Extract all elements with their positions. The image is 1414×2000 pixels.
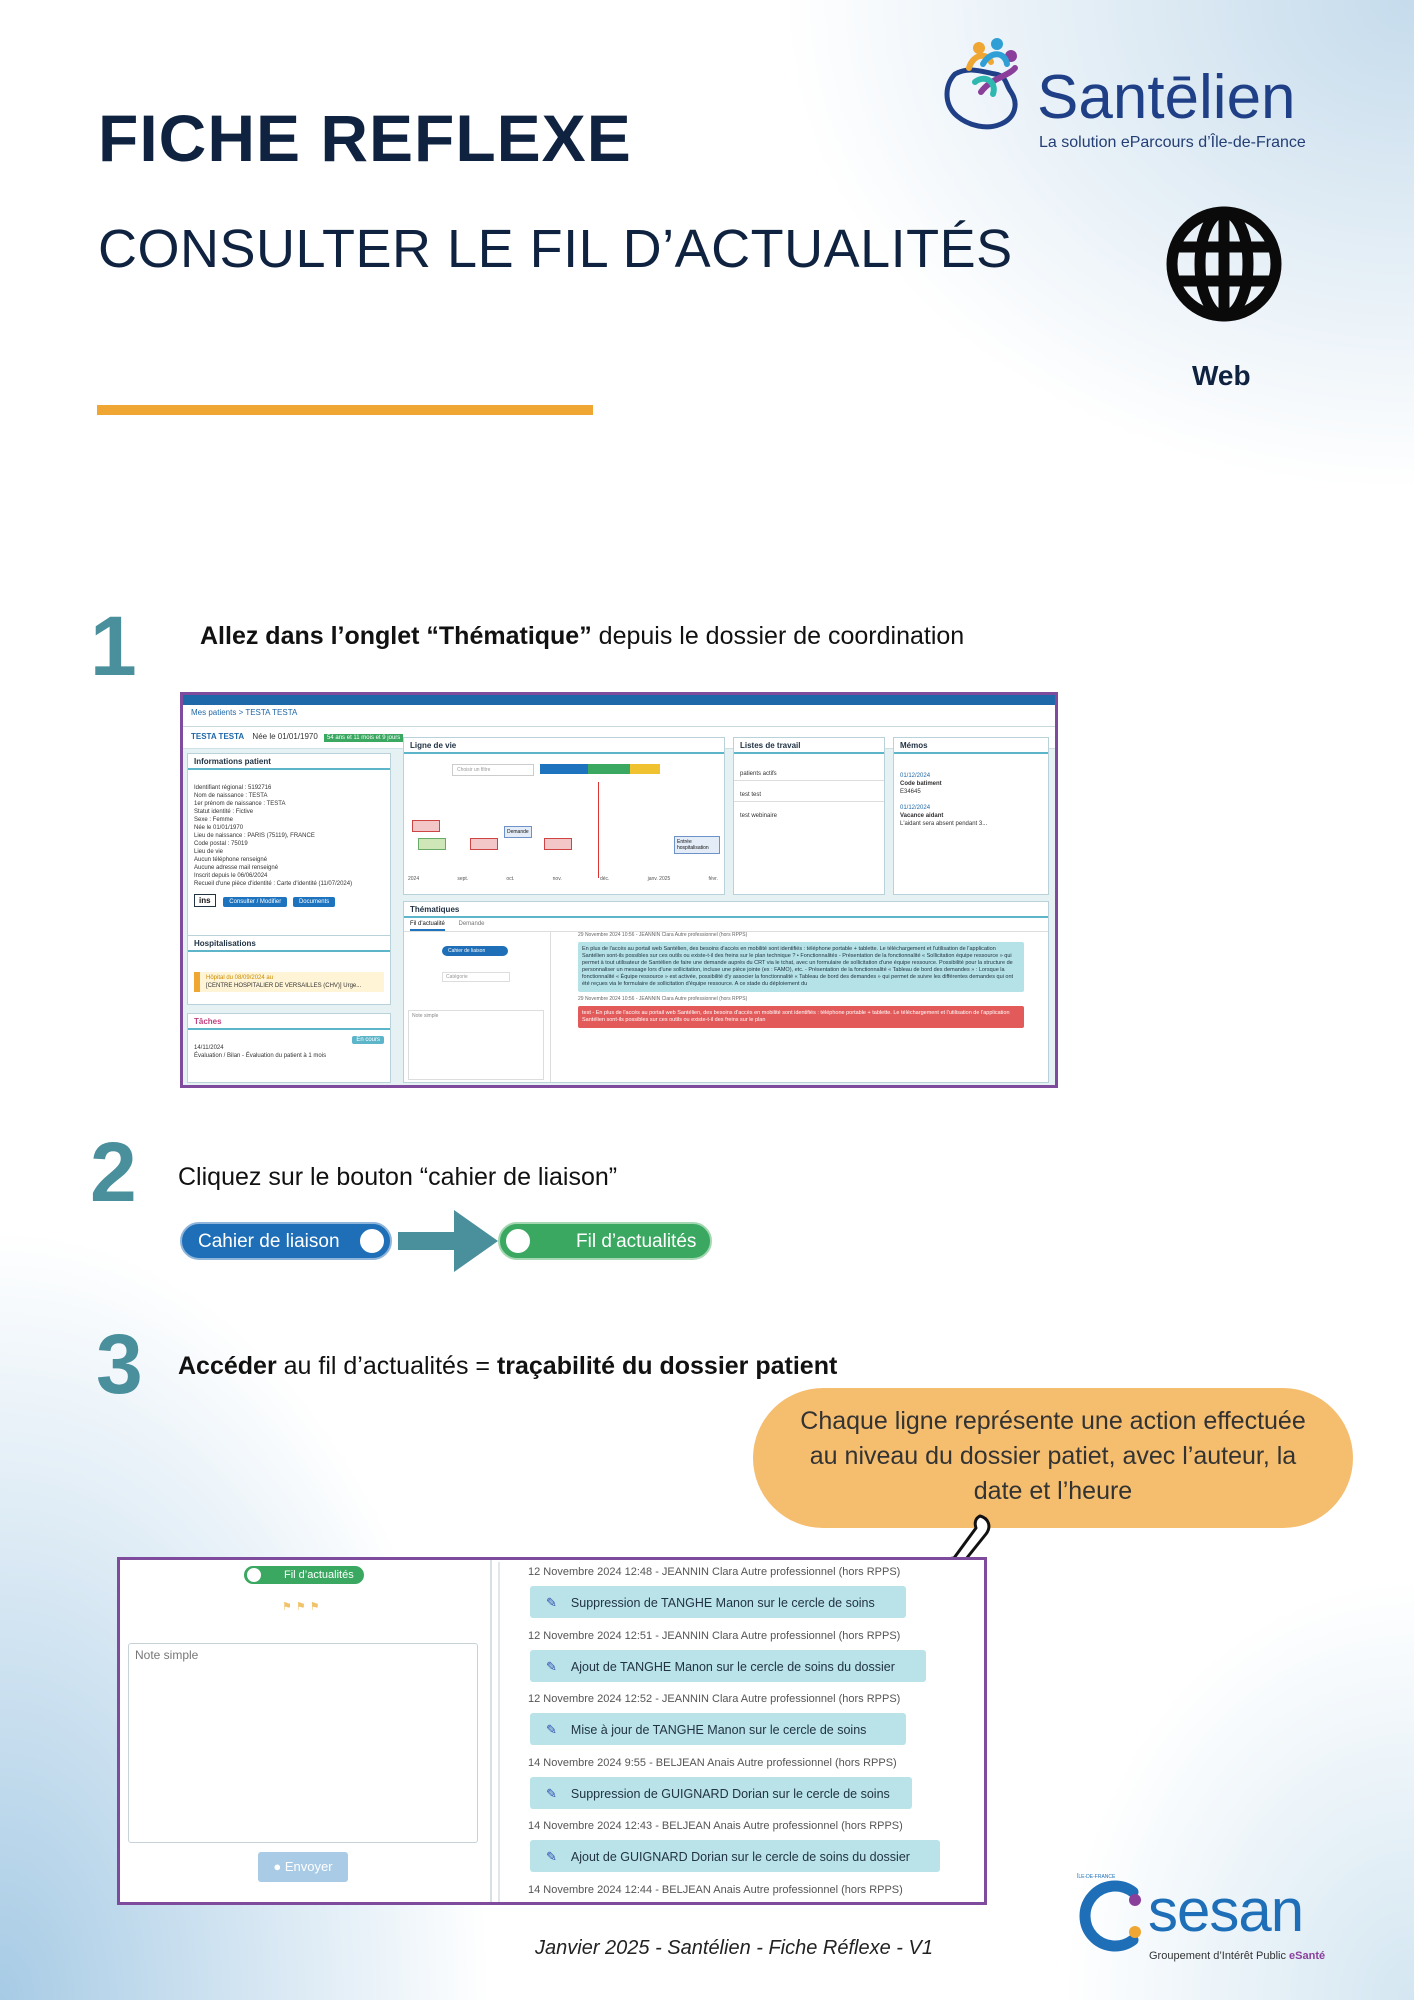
timeline-month: nov. xyxy=(552,876,562,882)
sesan-logo xyxy=(1073,1874,1333,1968)
pin-icon: ✎ xyxy=(546,1659,557,1674)
panel-title-hosp: Hospitalisations xyxy=(188,936,390,952)
step-1-bold: Allez dans l’onglet “Thématique” xyxy=(200,622,592,650)
timeline-event[interactable] xyxy=(470,838,498,850)
panel-title-memos: Mémos xyxy=(894,738,1048,754)
feed-text: Suppression de TANGHE Manon sur le cercle de soins xyxy=(570,1596,875,1610)
santelien-logo xyxy=(935,34,1345,164)
step-3-text xyxy=(178,1352,837,1381)
info-line: Aucune adresse mail renseigné xyxy=(194,865,279,871)
feed-text: Ajout de GUIGNARD Dorian sur le cercle de soins du dossier xyxy=(570,1850,910,1864)
timeline-event[interactable] xyxy=(418,838,446,850)
partner-tag-start: Groupement d’Intérêt Public xyxy=(1149,1950,1290,1962)
feed-meta: 29 Novembre 2024 10:56 - JEANNIN Clara Autre professionnel (hors RPPS) xyxy=(578,996,748,1002)
thematics-left xyxy=(404,932,551,1082)
bubble-line: date et l’heure xyxy=(973,1477,1133,1505)
thematics-tabs xyxy=(404,918,1048,932)
footer-text: Janvier 2025 - Santélien - Fiche Réflexe - V1 xyxy=(535,1937,933,1959)
feed-text: Ajout de TANGHE Manon sur le cercle de soins du dossier xyxy=(570,1660,895,1674)
info-line: Lieu de naissance : PARIS (75119), FRANCE xyxy=(194,833,315,839)
timeline-panel xyxy=(403,737,725,895)
patient-name[interactable]: TESTA TESTA xyxy=(191,732,245,741)
explanation-bubble xyxy=(753,1388,1353,1528)
info-line: Lieu de vie xyxy=(194,849,224,855)
send-button[interactable] xyxy=(258,1852,348,1882)
send-icon: ● xyxy=(273,1859,285,1874)
partner-tagline xyxy=(1149,1950,1325,1962)
memo-title: Vacance aidant xyxy=(900,813,944,819)
worklist-item[interactable]: test test xyxy=(734,789,884,802)
timeline-event[interactable] xyxy=(412,820,440,832)
panel-title-worklists: Listes de travail xyxy=(734,738,884,754)
note-input[interactable]: Note simple xyxy=(408,1010,544,1080)
page-subtitle: CONSULTER LE FIL D’ACTUALITÉS xyxy=(98,219,1013,279)
feed-meta: 29 Novembre 2024 10:56 - JEANNIN Clara Autre professionnel (hors RPPS) xyxy=(578,932,748,938)
memo-title: Code batiment xyxy=(900,781,942,787)
task-item[interactable] xyxy=(188,1042,390,1062)
news-feed xyxy=(554,932,1044,1082)
toggle-label: Fil d’actualités xyxy=(576,1231,697,1252)
title-divider xyxy=(97,405,593,415)
memo-date: 01/12/2024 xyxy=(900,773,931,779)
timeline-month: sept. xyxy=(457,876,469,882)
memos-panel xyxy=(893,737,1049,895)
worklist-item[interactable]: patients actifs xyxy=(734,768,884,781)
timeline-month: févr. xyxy=(708,876,718,882)
info-line: Sexe : Femme xyxy=(194,817,234,823)
feed-item[interactable] xyxy=(530,1713,906,1745)
timeline-month: déc. xyxy=(599,876,610,882)
step-2-text: Cliquez sur le bouton “cahier de liaison” xyxy=(178,1163,618,1191)
patient-born: Née le 01/01/1970 xyxy=(252,732,318,741)
toggle-knob xyxy=(247,1568,261,1582)
memo-text: L'aidant sera absent pendant 3... xyxy=(900,821,988,827)
note-input[interactable]: Note simple xyxy=(128,1643,478,1843)
step-3-mid: au fil d’actualités = xyxy=(276,1352,497,1380)
hosp-place: [CENTRE HOSPITALIER DE VERSAILLES (CHV)] Urge... xyxy=(206,983,362,989)
timeline-month: janv. 2025 xyxy=(647,876,671,882)
step-3-bold-2: traçabilité du dossier patient xyxy=(496,1352,838,1380)
pin-icon: ✎ xyxy=(546,1595,557,1610)
memo-text: E34645 xyxy=(900,789,921,795)
feed-message[interactable]: test - En plus de l'accès au portail web Santélien, des besoins d'accès en mobilité sont identifiés : téléphone portable + tablette. Le téléchargement et l'utilisation de l'application Santélien sont-ils possibles sur ces outils ou existe-t-il des freins sur le plan xyxy=(578,1006,1024,1028)
hosp-dates: Hôpital du 08/09/2024 au xyxy=(206,975,274,981)
arrow-right-icon xyxy=(398,1210,498,1272)
fil-actualites-toggle[interactable] xyxy=(498,1222,712,1260)
timeline-event-hospit[interactable]: Entrée hospitalisation xyxy=(674,836,720,854)
timeline-event-demande[interactable]: Demande xyxy=(504,826,532,838)
ins-logo: ins xyxy=(194,894,216,907)
partner-badge: ÎLE-DE-FRANCE xyxy=(1077,1874,1116,1880)
feed-meta: 14 Novembre 2024 12:44 - BELJEAN Anais Autre professionnel (hors RPPS) xyxy=(528,1884,903,1896)
step-3-bold: Accéder xyxy=(178,1352,277,1380)
breadcrumb[interactable]: Mes patients > TESTA TESTA xyxy=(183,705,1055,727)
santelien-logo-icon xyxy=(935,34,1035,144)
bubble-line: Chaque ligne représente une action effectuée xyxy=(800,1407,1306,1435)
info-actions xyxy=(188,890,390,913)
toggle-label: Cahier de liaison xyxy=(198,1231,340,1252)
info-list xyxy=(188,770,390,890)
panel-title-timeline: Ligne de vie xyxy=(404,738,724,754)
info-line: Née le 01/01/1970 xyxy=(194,825,244,831)
patient-info-panel xyxy=(187,753,391,958)
info-line: Statut identité : Fictive xyxy=(194,809,254,815)
worklists-panel xyxy=(733,737,885,895)
tasks-panel xyxy=(187,1013,391,1083)
timeline-axis xyxy=(408,876,718,882)
scrollbar[interactable] xyxy=(498,1562,500,1902)
fil-actualites-toggle[interactable] xyxy=(244,1566,364,1584)
step-3-number: 3 xyxy=(96,1317,143,1411)
feed-meta: 14 Novembre 2024 9:55 - BELJEAN Anais Autre professionnel (hors RPPS) xyxy=(528,1757,897,1769)
top-nav-bar xyxy=(183,695,1055,705)
timeline-today-line xyxy=(598,782,599,878)
info-line: Code postal : 75019 xyxy=(194,841,248,847)
pin-icon: ✎ xyxy=(546,1786,557,1801)
feed-meta: 14 Novembre 2024 12:43 - BELJEAN Anais Autre professionnel (hors RPPS) xyxy=(528,1820,903,1832)
age-badge: 54 ans et 11 mois et 9 jours xyxy=(324,734,403,742)
tab-demande[interactable]: Demande xyxy=(458,921,485,927)
documents-button[interactable]: Documents xyxy=(293,897,335,907)
timeline-month: oct. xyxy=(506,876,515,882)
task-date: 14/11/2024 xyxy=(194,1045,224,1051)
tab-fil-actualite[interactable]: Fil d'actualité xyxy=(410,921,445,931)
toggle-knob xyxy=(504,1227,532,1255)
feed-left-pane xyxy=(120,1560,492,1902)
info-line: Nom de naissance : TESTA xyxy=(194,793,268,799)
feed-item[interactable] xyxy=(530,1840,940,1872)
globe-icon xyxy=(1165,205,1283,323)
feed-item[interactable] xyxy=(530,1586,906,1618)
info-line: Recueil d'une pièce d'identité : Carte d'identité (11/07/2024) xyxy=(194,881,353,887)
feed-text: Mise à jour de TANGHE Manon sur le cercle de soins xyxy=(570,1723,867,1737)
panel-title-tasks: Tâches xyxy=(188,1014,390,1030)
timeline-month: 2024 xyxy=(408,876,420,882)
brand-name: Santēlien xyxy=(1037,63,1296,132)
feed-item[interactable] xyxy=(530,1777,912,1809)
panel-title-thematics: Thématiques xyxy=(404,902,1048,918)
timeline-filter[interactable]: Choisir un filtre xyxy=(452,764,534,776)
hospitalisations-panel xyxy=(187,935,391,1005)
fil-actualites-screenshot xyxy=(117,1557,987,1905)
partner-tag-bold: eSanté xyxy=(1289,1950,1326,1962)
panel-title-info: Informations patient xyxy=(188,754,390,770)
toggle-label: Fil d’actualités xyxy=(284,1569,354,1581)
cahier-liaison-toggle[interactable]: Cahier de liaison xyxy=(442,946,508,956)
memo-item[interactable] xyxy=(894,802,1048,830)
flag-filter-icons[interactable]: ⚑⚑⚑ xyxy=(282,1601,324,1613)
toggle-knob xyxy=(358,1227,386,1255)
feed-meta: 12 Novembre 2024 12:52 - JEANNIN Clara Autre professionnel (hors RPPS) xyxy=(528,1693,901,1705)
feed-message[interactable]: En plus de l'accès au portail web Santélien, des besoins d'accès en mobilité sont identifiés : téléphone portable + tablette. Le téléchargement et l'utilisation de l'application Santélien sont-ils possibles sur ces outils ou existe-t-il des freins sur le plan technique ? • Fonctionnalités - Présentation de la fonctionnalité « Sollicitation équipe ressource » qui permet à tout utilisateur de Santélien de faire une demande auprès du CRT via le tchat, avec un formulaire de sollicitation d'une équipe ressource. Possibilité pour la structure de personnaliser un message lors d'une sollicitation, incluse une pièce jointe (ex : FAMO), etc. - Présentation de la fonctionnalité « Tableau de bord des demandes » : Lorsque la fonctionnalité « Équipe ressource » est activée, possibilité d'y associer la fonctionnalité « Tableau de bord des demandes » qui permet de suivre les différentes demandes qui ont été reçues via le formulaire de sollicitation d'équipe ressource. A ce stade du déploiement du xyxy=(578,942,1024,992)
step-2-number: 2 xyxy=(90,1125,137,1219)
task-status-badge: En cours xyxy=(352,1036,384,1044)
hosp-item[interactable] xyxy=(194,972,384,992)
timeline-toolbar[interactable] xyxy=(540,764,660,774)
feed-item[interactable] xyxy=(530,1650,926,1682)
memo-item[interactable] xyxy=(894,770,1048,798)
cahier-liaison-toggle[interactable] xyxy=(180,1222,392,1260)
memo-date: 01/12/2024 xyxy=(900,805,931,811)
info-line: Identifiant régional : 5192716 xyxy=(194,785,272,791)
feed-text: Suppression de GUIGNARD Dorian sur le cercle de soins xyxy=(570,1787,890,1801)
step-1-rest: depuis le dossier de coordination xyxy=(591,622,965,650)
feed-meta: 12 Novembre 2024 12:48 - JEANNIN Clara Autre professionnel (hors RPPS) xyxy=(528,1566,901,1578)
partner-name: sesan xyxy=(1148,1877,1304,1944)
page-title: FICHE REFLEXE xyxy=(98,101,632,175)
category-select[interactable]: Catégorie xyxy=(442,972,510,982)
step-1-number: 1 xyxy=(90,599,137,693)
brand-tagline: La solution eParcours d’Île-de-France xyxy=(1039,134,1306,151)
feed-meta: 12 Novembre 2024 12:51 - JEANNIN Clara Autre professionnel (hors RPPS) xyxy=(528,1630,901,1642)
info-line: Aucun téléphone renseigné xyxy=(194,857,268,863)
timeline-event[interactable] xyxy=(544,838,572,850)
thematics-panel xyxy=(403,901,1049,1083)
sesan-logo-icon xyxy=(1073,1878,1153,1954)
platform-label: Web xyxy=(1192,360,1251,391)
dossier-screenshot xyxy=(180,692,1058,1088)
bubble-line: au niveau du dossier patiet, avec l’auteur, la xyxy=(809,1442,1297,1470)
consult-button[interactable]: Consulter / Modifier xyxy=(223,897,287,907)
task-text: Évaluation / Bilan - Évaluation du patient à 1 mois xyxy=(194,1053,327,1059)
pin-icon: ✎ xyxy=(546,1849,557,1864)
pin-icon: ✎ xyxy=(546,1722,557,1737)
info-line: 1er prénom de naissance : TESTA xyxy=(194,801,286,807)
info-line: Inscrit depuis le 06/06/2024 xyxy=(194,873,268,879)
step-1-text xyxy=(200,622,964,651)
worklist-item[interactable]: test webinaire xyxy=(740,813,778,819)
send-label: Envoyer xyxy=(284,1859,333,1874)
